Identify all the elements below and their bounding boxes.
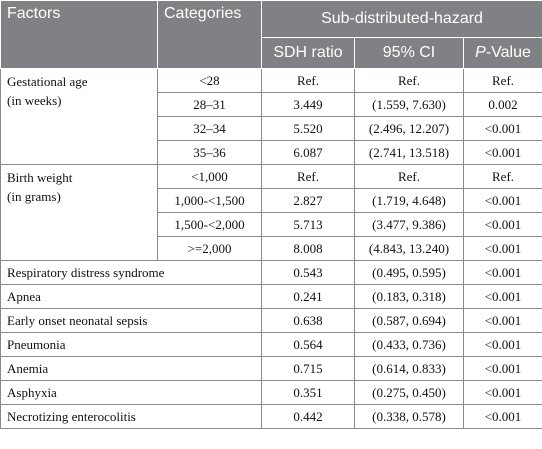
sdh-cell: 2.827 bbox=[262, 189, 355, 213]
ci-cell: (2.741, 13.518) bbox=[355, 141, 464, 165]
p-cell: <0.001 bbox=[464, 141, 542, 165]
ci-cell: (1.559, 7.630) bbox=[355, 93, 464, 117]
p-cell: <0.001 bbox=[464, 333, 542, 357]
ci-cell: (4.843, 13.240) bbox=[355, 237, 464, 261]
sdh-cell: 0.442 bbox=[262, 405, 355, 429]
sdh-cell: 8.008 bbox=[262, 237, 355, 261]
header-p-value bbox=[464, 38, 542, 69]
sdh-cell: 0.564 bbox=[262, 333, 355, 357]
sdh-cell: 3.449 bbox=[262, 93, 355, 117]
header-95-ci: 95% CI bbox=[355, 38, 464, 69]
ci-cell: (0.183, 0.318) bbox=[355, 285, 464, 309]
header-p-italic: P bbox=[475, 44, 486, 61]
factor-line: Birth weight bbox=[7, 170, 73, 185]
category-cell: <28 bbox=[158, 69, 262, 93]
p-cell: Ref. bbox=[464, 69, 542, 93]
factor-cell bbox=[1, 69, 158, 165]
table-row bbox=[1, 261, 542, 285]
p-cell: <0.001 bbox=[464, 117, 542, 141]
p-cell: <0.001 bbox=[464, 405, 542, 429]
sdh-cell: 6.087 bbox=[262, 141, 355, 165]
p-cell: <0.001 bbox=[464, 237, 542, 261]
sdh-cell: 0.543 bbox=[262, 261, 355, 285]
ci-cell: (2.496, 12.207) bbox=[355, 117, 464, 141]
ci-cell: (0.275, 0.450) bbox=[355, 381, 464, 405]
header-sub-distributed-hazard: Sub-distributed-hazard bbox=[262, 1, 542, 38]
header-p-rest: -Value bbox=[485, 44, 531, 61]
sdh-cell: Ref. bbox=[262, 69, 355, 93]
category-cell: >=2,000 bbox=[158, 237, 262, 261]
p-cell: <0.001 bbox=[464, 381, 542, 405]
sdh-cell: Ref. bbox=[262, 165, 355, 189]
category-cell: 1,000-<1,500 bbox=[158, 189, 262, 213]
p-cell: <0.001 bbox=[464, 285, 542, 309]
ci-cell: Ref. bbox=[355, 165, 464, 189]
factor-cell bbox=[1, 165, 158, 261]
ci-cell: (0.433, 0.736) bbox=[355, 333, 464, 357]
header-factors: Factors bbox=[1, 1, 158, 69]
ci-cell: (0.614, 0.833) bbox=[355, 357, 464, 381]
category-cell: 32–34 bbox=[158, 117, 262, 141]
category-cell: 28–31 bbox=[158, 93, 262, 117]
factor-cell: Pneumonia bbox=[1, 333, 262, 357]
factor-line: Gestational age bbox=[7, 74, 88, 89]
factor-line: (in grams) bbox=[7, 189, 61, 204]
p-cell: 0.002 bbox=[464, 93, 542, 117]
p-cell: <0.001 bbox=[464, 309, 542, 333]
ci-cell: (0.338, 0.578) bbox=[355, 405, 464, 429]
sdh-cell: 5.713 bbox=[262, 213, 355, 237]
factor-line: (in weeks) bbox=[7, 93, 62, 108]
table-row bbox=[1, 357, 542, 381]
ci-cell: (0.495, 0.595) bbox=[355, 261, 464, 285]
p-cell: <0.001 bbox=[464, 261, 542, 285]
factor-cell: Apnea bbox=[1, 285, 262, 309]
ci-cell: (1.719, 4.648) bbox=[355, 189, 464, 213]
header-sdh-ratio: SDH ratio bbox=[262, 38, 355, 69]
sdh-cell: 0.241 bbox=[262, 285, 355, 309]
p-cell: Ref. bbox=[464, 165, 542, 189]
category-cell: 35–36 bbox=[158, 141, 262, 165]
table-row bbox=[1, 405, 542, 429]
factor-cell: Necrotizing enterocolitis bbox=[1, 405, 262, 429]
table-row bbox=[1, 381, 542, 405]
p-cell: <0.001 bbox=[464, 189, 542, 213]
table-row bbox=[1, 69, 542, 93]
ci-cell: (0.587, 0.694) bbox=[355, 309, 464, 333]
category-cell: <1,000 bbox=[158, 165, 262, 189]
factor-cell: Anemia bbox=[1, 357, 262, 381]
table-row bbox=[1, 309, 542, 333]
p-cell: <0.001 bbox=[464, 357, 542, 381]
sdh-cell: 0.715 bbox=[262, 357, 355, 381]
table-row bbox=[1, 333, 542, 357]
ci-cell: Ref. bbox=[355, 69, 464, 93]
category-cell: 1,500-<2,000 bbox=[158, 213, 262, 237]
sdh-cell: 5.520 bbox=[262, 117, 355, 141]
factor-cell: Asphyxia bbox=[1, 381, 262, 405]
factor-cell: Early onset neonatal sepsis bbox=[1, 309, 262, 333]
p-cell: <0.001 bbox=[464, 213, 542, 237]
ci-cell: (3.477, 9.386) bbox=[355, 213, 464, 237]
sdh-cell: 0.638 bbox=[262, 309, 355, 333]
header-categories: Categories bbox=[158, 1, 262, 69]
table-row bbox=[1, 165, 542, 189]
table-row bbox=[1, 285, 542, 309]
factor-cell: Respiratory distress syndrome bbox=[1, 261, 262, 285]
sdh-cell: 0.351 bbox=[262, 381, 355, 405]
